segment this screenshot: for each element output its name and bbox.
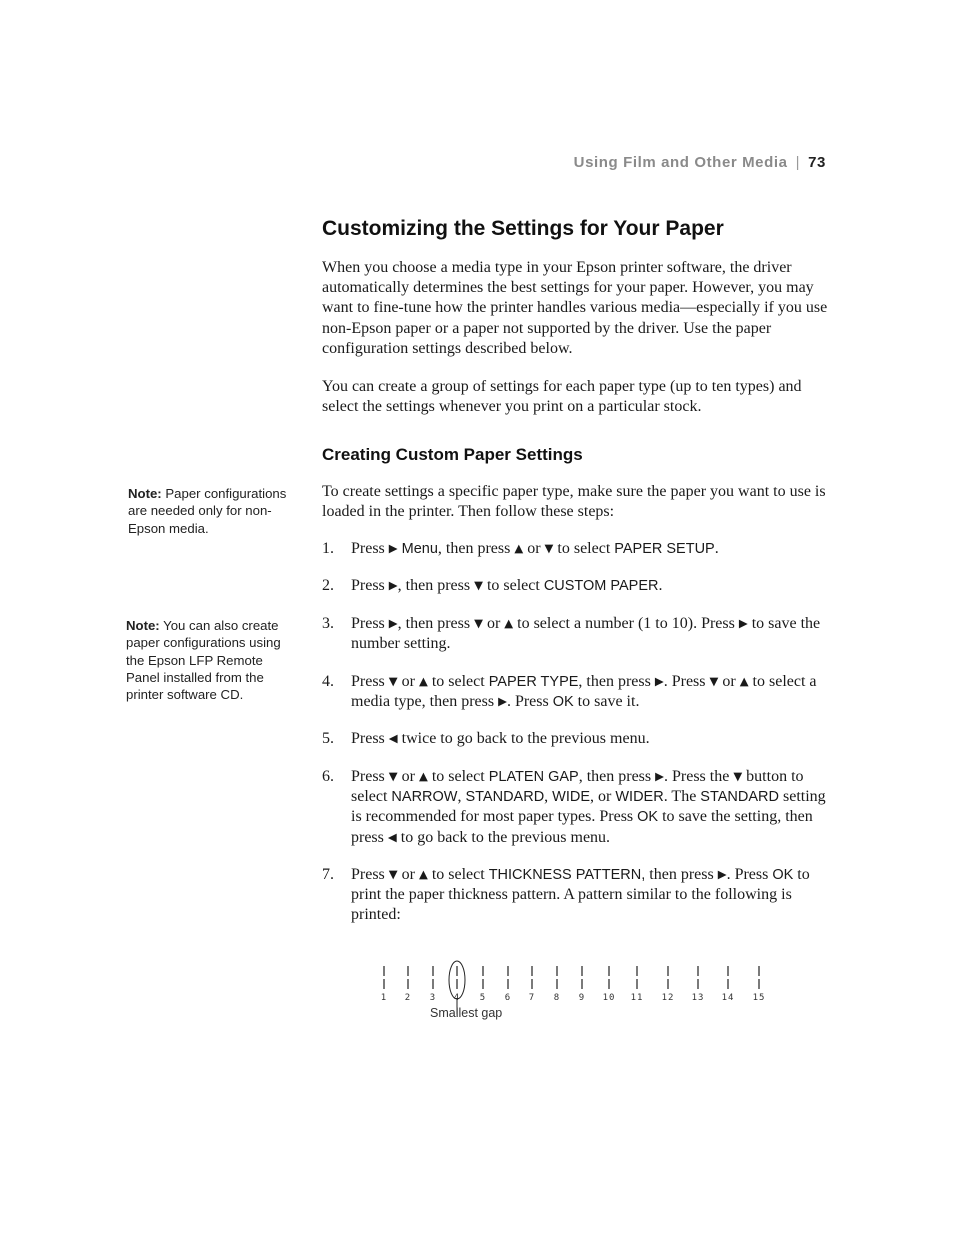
step-text: Press xyxy=(351,673,389,690)
arrow-icon: ▶ xyxy=(655,769,664,783)
ui-term: STANDARD xyxy=(465,789,545,806)
ui-term: WIDE xyxy=(552,789,591,806)
step-text: or xyxy=(397,866,419,883)
ui-term: OK xyxy=(637,809,659,826)
step-text: twice to go back to the previous menu. xyxy=(397,730,650,747)
ui-term: PLATEN GAP xyxy=(488,769,579,785)
arrow-icon: ▶ xyxy=(738,616,748,630)
step-text: to select xyxy=(482,577,544,594)
arrow-icon: ▼ xyxy=(733,769,743,783)
step-text: to select a number (1 to 10). Press xyxy=(513,615,739,632)
step-7 xyxy=(322,865,828,926)
step-body xyxy=(351,865,828,926)
step-body xyxy=(351,767,828,848)
step-body xyxy=(351,539,828,559)
step-body xyxy=(351,614,828,654)
step-text: , then press xyxy=(397,615,475,632)
pattern-label: 7 xyxy=(528,993,536,1003)
step-number: 3. xyxy=(322,615,334,632)
step-4 xyxy=(322,672,828,712)
arrow-icon: ▲ xyxy=(418,674,428,688)
page-title: Customizing the Settings for Your Paper xyxy=(322,217,724,240)
arrow-icon: ▶ xyxy=(498,694,507,709)
step-body xyxy=(351,729,828,749)
arrow-icon: ▼ xyxy=(709,674,719,688)
step-text: Press xyxy=(351,730,389,747)
pattern-label: 3 xyxy=(429,993,437,1003)
step-3 xyxy=(322,614,828,654)
step-text: or xyxy=(718,673,740,690)
arrow-icon: ▲ xyxy=(418,769,428,783)
step-text: , then press xyxy=(578,673,655,690)
step-text: to select a media type, then press xyxy=(351,673,817,711)
step-text: Press xyxy=(351,615,389,632)
ui-term: THICKNESS PATTERN, xyxy=(488,867,646,883)
step-number: 7. xyxy=(322,866,334,883)
pattern-label: 13 xyxy=(691,993,705,1003)
pattern-label: 1 xyxy=(380,993,388,1003)
ui-term: OK xyxy=(552,694,574,711)
page-number: 73 xyxy=(808,154,826,171)
step-text: . xyxy=(658,577,663,594)
intro-paragraph-2: You can create a group of settings for each paper type (up to ten types) and select the settings whenever you print on a particular stock. xyxy=(322,378,802,416)
step-text: to select xyxy=(427,866,489,883)
pattern-label: 6 xyxy=(504,993,512,1003)
step-text: to save it. xyxy=(573,693,640,711)
step-number: 1. xyxy=(322,540,334,557)
ui-term: PAPER SETUP xyxy=(614,541,715,557)
step-6 xyxy=(322,767,828,848)
step-text: to select xyxy=(553,540,615,557)
step-text: setting is recommended for most paper types. Press xyxy=(351,788,826,826)
step-text: , or xyxy=(590,788,616,806)
step-text: or xyxy=(397,673,419,690)
step-text: to select xyxy=(427,673,489,690)
step-text: to select xyxy=(427,768,489,785)
arrow-icon: ▶ xyxy=(388,616,398,630)
arrow-icon: ◀ xyxy=(387,829,397,844)
ui-term: STANDARD xyxy=(700,789,779,806)
running-header-separator: | xyxy=(795,154,801,171)
arrow-icon: ▶ xyxy=(654,674,664,688)
step-text: . xyxy=(714,540,719,557)
pattern-label: 12 xyxy=(661,993,675,1003)
arrow-icon: ▶ xyxy=(388,578,398,592)
step-text: then press xyxy=(645,866,718,883)
arrow-icon: ▼ xyxy=(474,616,483,630)
steps-intro: To create settings a specific paper type, make sure the paper you want to use is loaded in the printer. Then follow these steps: xyxy=(322,483,826,521)
step-text: or xyxy=(397,768,419,785)
running-header-section: Using Film and Other Media xyxy=(573,154,788,171)
arrow-icon: ▼ xyxy=(388,769,398,783)
step-text: . Press xyxy=(663,673,710,690)
ui-term: PAPER TYPE xyxy=(488,674,579,690)
pattern-label: 5 xyxy=(479,993,487,1003)
pattern-label: 8 xyxy=(553,993,561,1003)
step-text: or xyxy=(482,615,505,632)
step-number: 6. xyxy=(322,768,334,785)
step-body xyxy=(351,672,828,712)
ui-term: Menu xyxy=(401,541,438,557)
arrow-icon: ▲ xyxy=(418,867,428,881)
intro-paragraph-1: When you choose a media type in your Epson printer software, the driver automatically determines the best settings for your paper. However, you may want to fine-tune how the printer handles various media—especially if you use non-Epson paper or a paper not supported by the driver. Use the paper configuration settings described below. xyxy=(322,259,828,357)
step-text: to go back to the previous menu. xyxy=(396,828,611,846)
step-text: to save the setting, then press xyxy=(351,808,813,846)
arrow-icon: ▼ xyxy=(544,541,554,555)
pattern-caption: Smallest gap xyxy=(430,1006,503,1020)
step-text: . Press xyxy=(506,693,553,711)
step-text: Press xyxy=(351,866,389,883)
step-number: 5. xyxy=(322,730,334,747)
step-text: . Press xyxy=(726,866,773,883)
arrow-icon: ▲ xyxy=(739,674,749,688)
step-text: , xyxy=(544,788,553,806)
step-text: , then press xyxy=(437,540,515,557)
note-label: Note: xyxy=(126,618,160,633)
step-text: or xyxy=(523,540,545,557)
pattern-label: 11 xyxy=(630,993,644,1003)
arrow-icon: ▶ xyxy=(717,867,727,881)
step-text: to print the paper thickness pattern. A pattern similar to the following is printed: xyxy=(351,866,810,924)
step-1 xyxy=(322,539,828,559)
section-heading: Creating Custom Paper Settings xyxy=(322,445,583,464)
step-2 xyxy=(322,576,828,596)
arrow-icon: ▼ xyxy=(388,674,398,688)
running-header xyxy=(574,154,826,171)
ui-term: CUSTOM PAPER xyxy=(543,578,659,594)
step-number: 2. xyxy=(322,577,334,594)
step-number: 4. xyxy=(322,673,334,690)
step-text: Press xyxy=(351,540,389,557)
ui-term: WIDER xyxy=(615,789,664,806)
arrow-icon: ▲ xyxy=(504,616,514,630)
pattern-label: 9 xyxy=(578,993,586,1003)
arrow-icon: ▲ xyxy=(514,541,524,555)
note-label: Note: xyxy=(128,486,162,501)
step-text: , xyxy=(457,788,466,806)
pattern-label: 14 xyxy=(721,993,735,1003)
note-text: You can also create paper configurations using the Epson LFP Remote Panel installed from the printer software CD. xyxy=(126,618,281,703)
step-text: , then press xyxy=(397,577,475,594)
step-body xyxy=(351,576,828,596)
pattern-label: 2 xyxy=(404,993,412,1003)
pattern-label: 4 xyxy=(453,993,461,1003)
ui-term: OK xyxy=(772,867,794,883)
margin-note-1 xyxy=(128,485,296,537)
arrow-icon: ▼ xyxy=(474,578,483,592)
margin-note-2 xyxy=(126,617,294,703)
ui-term: NARROW xyxy=(391,789,458,806)
note-text: Paper configurations are needed only for non-Epson media. xyxy=(128,486,287,536)
step-text: , then press xyxy=(578,768,656,785)
pattern-label: 15 xyxy=(752,993,766,1003)
step-text: to save the number setting. xyxy=(351,615,821,653)
step-text: . Press the xyxy=(663,768,734,785)
step-text: button to select xyxy=(351,768,804,806)
step-text: Press xyxy=(351,768,389,785)
step-text: Press xyxy=(351,577,389,594)
pattern-label: 10 xyxy=(602,993,616,1003)
step-5 xyxy=(322,729,828,749)
arrow-icon: ▼ xyxy=(388,867,398,881)
arrow-icon: ▶ xyxy=(388,541,398,555)
step-text: . The xyxy=(663,788,701,806)
arrow-icon: ◀ xyxy=(388,731,398,745)
